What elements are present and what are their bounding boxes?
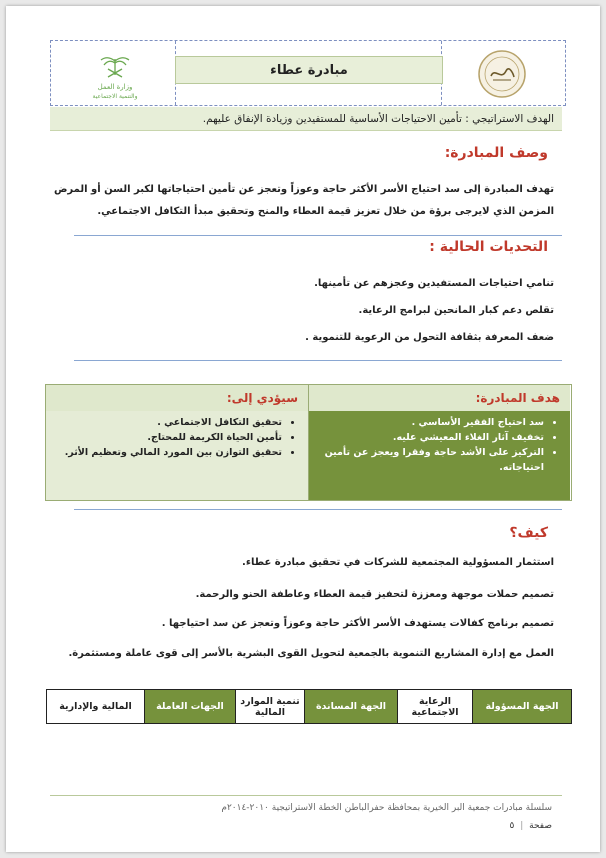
table-cell: تنمية الموارد المالية bbox=[236, 690, 305, 724]
page-number bbox=[510, 821, 552, 831]
section-divider bbox=[74, 235, 562, 236]
footer-rule bbox=[50, 795, 562, 796]
table-cell: الجهة المساندة bbox=[305, 690, 398, 724]
page-number-value: ٥ bbox=[509, 821, 515, 831]
strategic-goal-bar: الهدف الاستراتيجي : تأمين الاحتياجات الأساسية للمستفيدين وزيادة الإنفاق عليهم. bbox=[50, 107, 562, 131]
how-item: استثمار المسؤولية المجتمعية للشركات في تحقيق مبادرة عطاء. bbox=[242, 557, 554, 568]
section-divider bbox=[74, 509, 562, 510]
initiative-title: مبادرة عطاء bbox=[175, 56, 443, 84]
responsibility-table bbox=[46, 689, 572, 724]
challenge-item: تنامي احتياجات المستفيدين وعجزهم عن تأمينها. bbox=[314, 278, 554, 289]
outcome-item: • تحقيق التوازن بين المورد المالي وتعظيم الأثر. bbox=[54, 445, 282, 460]
table-cell: الجهات العاملة bbox=[145, 690, 236, 724]
footer-text: سلسلة مبادرات جمعية البر الخيرية بمحافظة حفرالباطن الخطة الاستراتيجية ٢٠١٠-٢٠١٤م bbox=[221, 803, 552, 813]
how-item: تصميم برنامج كفالات يستهدف الأسر الأكثر حاجة وعوزاً وتعجز عن سد احتياجها . bbox=[161, 618, 554, 629]
description-title: وصف المبادرة: bbox=[444, 145, 548, 161]
section-divider bbox=[74, 360, 562, 361]
goal-column-body bbox=[309, 411, 570, 500]
page-header bbox=[50, 40, 566, 106]
outcome-column-title: سيؤدي إلى: bbox=[46, 385, 308, 411]
description-text: تهدف المبادرة إلى سد احتياج الأسر الأكثر حاجة وعوزاً وتعجز عن تأمين احتياجاتها لكبر السن أو المرض المزمن الذي لايرجى برؤة من خلال تعزيز قيمة العطاء والمنح وتحقيق مبدأ التكافل الاجتماعي. bbox=[53, 184, 554, 217]
table-cell: المالية والإدارية bbox=[47, 690, 145, 724]
challenge-item: ضعف المعرفة بثقافة التحول من الرعوية للتنموية . bbox=[305, 332, 554, 343]
how-title: كيف؟ bbox=[509, 525, 548, 541]
ministry-logo-caption-1: وزارة العمل bbox=[97, 83, 133, 91]
how-item: تصميم حملات موجهة ومعززة لتحفيز قيمة العطاء وعاطفة الحنو والرحمة. bbox=[195, 589, 554, 600]
outcome-column bbox=[46, 385, 308, 500]
charity-logo bbox=[477, 49, 527, 99]
outcome-column-body bbox=[46, 411, 308, 500]
outcome-item: • تأمين الحياة الكريمة للمحتاج. bbox=[54, 430, 282, 445]
ministry-logo bbox=[77, 45, 153, 101]
outcome-item: • تحقيق التكافل الاجتماعي . bbox=[54, 415, 282, 430]
challenges-title: التحديات الحالية : bbox=[429, 239, 548, 255]
goal-column-title: هدف المبادرة: bbox=[309, 385, 570, 411]
table-row bbox=[47, 690, 572, 724]
page-separator: | bbox=[520, 821, 524, 831]
ministry-logo-caption-2: والتنمية الاجتماعية bbox=[92, 93, 138, 100]
goal-item: • سد احتياج الفقير الأساسي . bbox=[317, 415, 544, 430]
table-cell: الجهة المسؤولة bbox=[473, 690, 572, 724]
challenge-item: تقلص دعم كبار المانحين لبرامج الرعاية. bbox=[358, 305, 554, 316]
page-label: صفحة bbox=[529, 821, 552, 831]
table-cell: الرعاية الاجتماعية bbox=[398, 690, 473, 724]
how-item: العمل مع إدارة المشاريع التنموية بالجمعية لتحويل القوى البشرية بالأسر إلى قوى عاملة ومستثمرة. bbox=[68, 648, 554, 659]
goal-item: • التركيز على الأشد حاجة وفقرا ويعجز عن تأمين احتياجاته. bbox=[317, 445, 544, 475]
goal-item: • تخفيف آثار الغلاء المعيشي عليه. bbox=[317, 430, 544, 445]
goal-outcome-table bbox=[45, 384, 572, 501]
document-page bbox=[6, 6, 600, 852]
goal-column bbox=[308, 385, 570, 500]
